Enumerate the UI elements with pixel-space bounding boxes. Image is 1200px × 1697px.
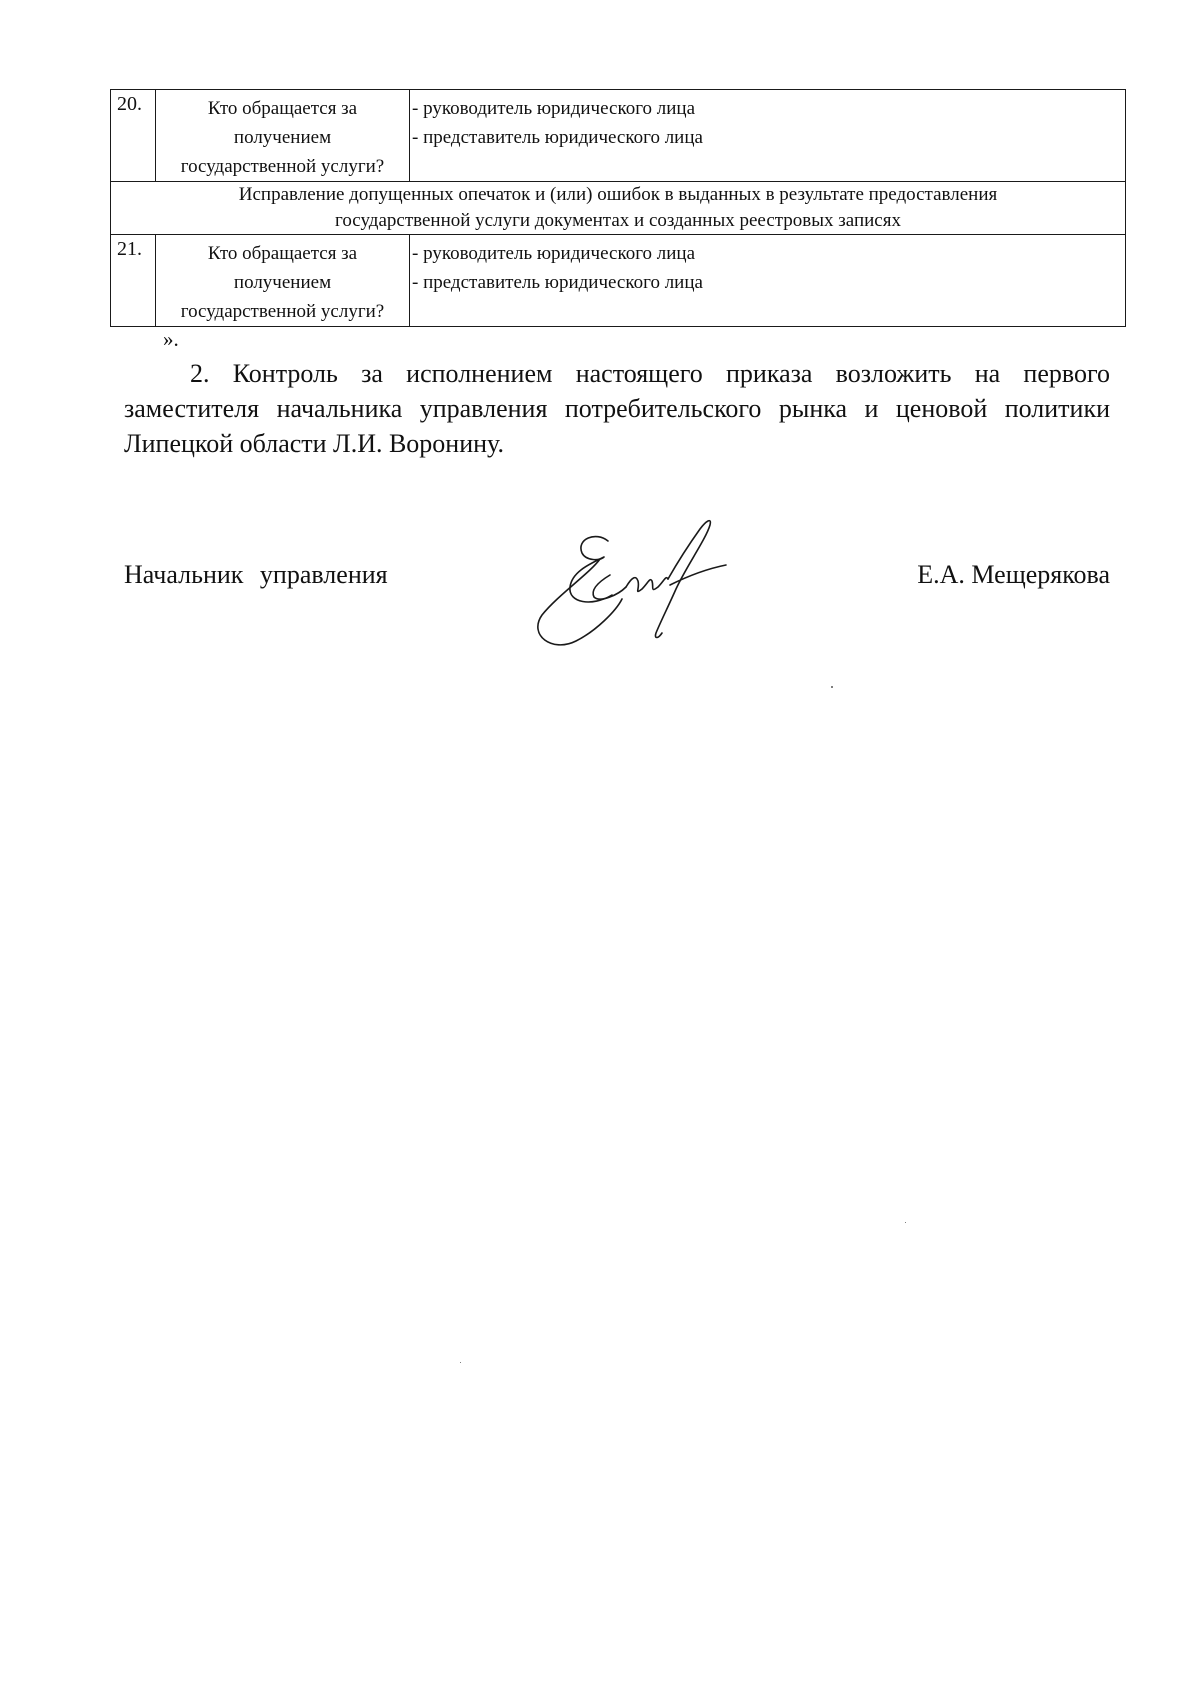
answer-line: - представитель юридического лица <box>412 272 703 293</box>
signer-position: Начальник управления <box>124 560 388 589</box>
question-line: получением <box>233 127 332 148</box>
table-section-row <box>111 182 1126 235</box>
answer-line: - руководитель юридического лица <box>412 243 696 264</box>
question-line: получением <box>233 272 332 293</box>
section-line: Исправление допущенных опечаток и (или) ошибок в выданных в результате предоставления <box>238 184 998 205</box>
handwritten-signature-icon <box>530 515 750 655</box>
answer-line: - руководитель юридического лица <box>412 98 696 119</box>
section-line: государственной услуги документах и созданных реестровых записях <box>335 210 901 231</box>
question-line: Кто обращается за <box>207 98 358 119</box>
question-line: государственной услуги? <box>180 301 385 322</box>
question-cell <box>156 235 410 327</box>
scan-speck <box>905 1222 906 1223</box>
question-line: государственной услуги? <box>180 156 385 177</box>
answer-cell <box>410 90 1126 182</box>
row-number: 21. <box>111 235 156 327</box>
services-table <box>110 89 1126 327</box>
scan-speck <box>460 1362 461 1363</box>
question-line: Кто обращается за <box>207 243 358 264</box>
signer-name: Е.А. Мещерякова <box>917 560 1110 589</box>
closing-quote: ». <box>163 327 179 351</box>
paragraph-2: 2. Контроль за исполнением настоящего приказа возложить на первого заместителя начальника управления потребительского рынка и ценовой политики Липецкой области Л.И. Воронину. <box>124 359 1110 458</box>
scan-speck <box>831 686 833 688</box>
answer-line: - представитель юридического лица <box>412 127 703 148</box>
table-row <box>111 235 1126 327</box>
row-number: 20. <box>111 90 156 182</box>
question-cell <box>156 90 410 182</box>
answer-cell <box>410 235 1126 327</box>
table-row <box>111 90 1126 182</box>
section-header-cell <box>111 182 1126 235</box>
